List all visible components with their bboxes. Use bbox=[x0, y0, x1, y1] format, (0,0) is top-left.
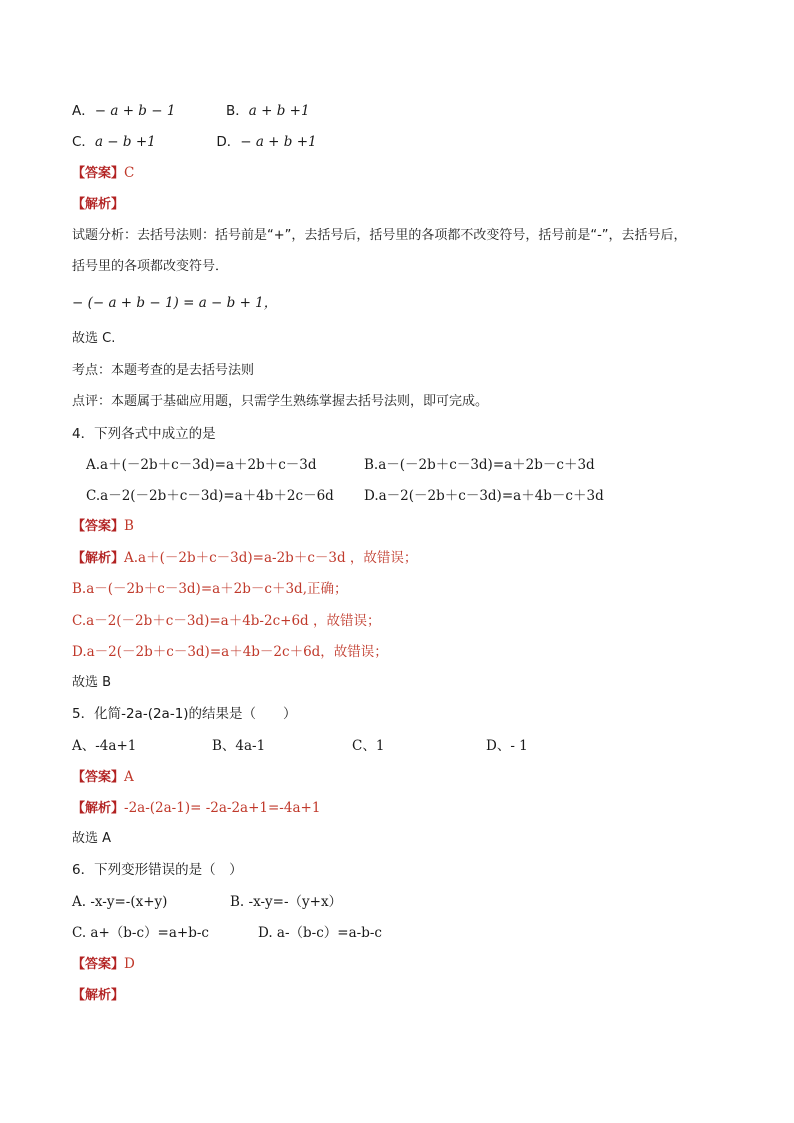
q6-explanation-tag: 【解析】 bbox=[72, 988, 125, 1003]
q4-options-row2 bbox=[86, 487, 604, 505]
q5-options-row bbox=[72, 737, 528, 755]
q3-explanation-line2: 括号里的各项都改变符号． bbox=[72, 259, 229, 274]
q3-explanation-line1: 试题分析：去括号法则：括号前是“+”，去括号后，括号里的各项都不改变符号，括号前是“-”，去括号后， bbox=[72, 228, 687, 243]
q6-options-row2 bbox=[72, 924, 382, 942]
q5-option-c: C、1 bbox=[352, 738, 385, 754]
q4-answer-tag: 【答案】 bbox=[72, 519, 125, 534]
q5-explanation-line1: -2a-(2a-1)= -2a-2a+1=-4a+1 bbox=[124, 800, 321, 816]
q3-answer: C bbox=[124, 165, 135, 181]
q5-title: 5．化简-2a-(2a-1)的结果是（ ） bbox=[72, 706, 297, 722]
q4-options-row1 bbox=[86, 456, 595, 474]
q4-explanation-tag: 【解析】 bbox=[72, 551, 125, 566]
q4-answer: B bbox=[124, 518, 134, 534]
q6-option-a: A. -x-y=-(x+y) bbox=[72, 894, 168, 910]
q6-option-b: B. -x-y=-（y+x） bbox=[230, 894, 343, 910]
q6-options-row1 bbox=[72, 893, 342, 911]
q3-explanation-formula: − (− a + b − 1) = a − b + 1， bbox=[72, 295, 278, 311]
q4-option-d: D.a－2(－2b＋c－3d)=a＋4b－c＋3d bbox=[364, 488, 604, 504]
q4-title: 4．下列各式中成立的是 bbox=[72, 426, 216, 442]
q4-choose: 故选 B bbox=[72, 675, 112, 690]
q4-explanation-line3: C.a－2(－2b＋c－3d)=a＋4b-2c+6d ，故错误； bbox=[72, 613, 381, 629]
q4-answer-line bbox=[72, 517, 134, 536]
q5-explanation-row bbox=[72, 799, 320, 818]
q5-answer: A bbox=[124, 769, 134, 785]
q3-option-a-label: A． bbox=[72, 103, 95, 119]
q4-option-a: A.a＋(－2b＋c－3d)=a＋2b＋c－3d bbox=[86, 457, 317, 473]
q5-explanation-tag: 【解析】 bbox=[72, 801, 125, 816]
q3-options-row2 bbox=[72, 133, 317, 151]
q3-option-b: a + b +1 bbox=[248, 103, 310, 119]
q4-explanation-line4: D.a－2(－2b＋c－3d)=a＋4b－2c＋6d，故错误； bbox=[72, 644, 388, 660]
q5-choose: 故选 A bbox=[72, 831, 112, 846]
q3-options-row1 bbox=[72, 102, 310, 120]
q6-answer-line bbox=[72, 955, 135, 974]
q3-explanation-tag: 【解析】 bbox=[72, 197, 125, 212]
q6-answer: D bbox=[124, 956, 135, 972]
q3-point: 考点：本题考查的是去括号法则 bbox=[72, 363, 255, 378]
q3-explanation-tag-line bbox=[72, 195, 124, 214]
q4-explanation-line1-row bbox=[72, 549, 417, 568]
q4-explanation-line2: B.a－(－2b＋c－3d)=a＋2b－c＋3d,正确； bbox=[72, 581, 348, 597]
q3-answer-tag: 【答案】 bbox=[72, 166, 125, 181]
q6-option-c: C. a+（b-c）=a+b-c bbox=[72, 925, 209, 941]
q5-option-b: B、4a-1 bbox=[212, 738, 266, 754]
q4-explanation-line1: A.a＋(－2b＋c－3d)=a-2b＋c－3d ，故错误； bbox=[124, 550, 418, 566]
q5-answer-line bbox=[72, 768, 134, 787]
q6-explanation-tag-line bbox=[72, 986, 124, 1005]
q6-option-d: D. a-（b-c）=a-b-c bbox=[258, 925, 382, 941]
q3-answer-line bbox=[72, 164, 134, 183]
q5-option-a: A、-4a+1 bbox=[72, 738, 137, 754]
q6-answer-tag: 【答案】 bbox=[72, 957, 125, 972]
q5-answer-tag: 【答案】 bbox=[72, 770, 125, 785]
q3-option-b-label: B． bbox=[226, 103, 249, 119]
q3-option-c: a − b +1 bbox=[94, 134, 156, 150]
q3-option-c-label: C． bbox=[72, 134, 95, 150]
q4-option-b: B.a－(－2b＋c－3d)=a＋2b－c＋3d bbox=[364, 457, 595, 473]
q3-comment: 点评：本题属于基础应用题，只需学生熟练掌握去括号法则，即可完成。 bbox=[72, 394, 489, 409]
q4-option-c: C.a－2(－2b＋c－3d)=a＋4b＋2c－6d bbox=[86, 488, 334, 504]
q3-option-d: − a + b +1 bbox=[240, 134, 317, 150]
q3-option-d-label: D． bbox=[216, 134, 241, 150]
q3-choose: 故选 C. bbox=[72, 331, 116, 346]
q6-title: 6．下列变形错误的是（ ） bbox=[72, 862, 243, 878]
q5-option-d: D、- 1 bbox=[486, 738, 528, 754]
q3-option-a: − a + b − 1 bbox=[94, 103, 176, 119]
